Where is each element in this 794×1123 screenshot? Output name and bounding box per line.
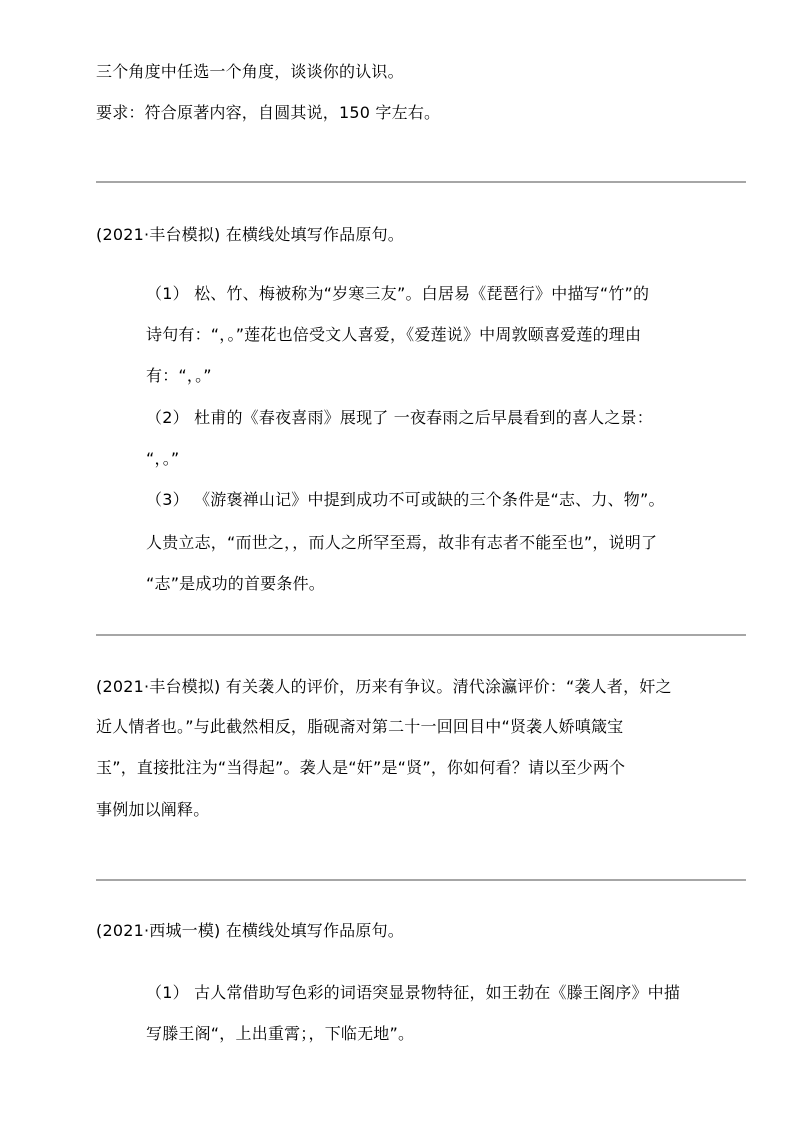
section-divider xyxy=(96,879,746,881)
question-1-part-3-line-3: “志”是成功的首要条件。 xyxy=(146,574,325,593)
section-divider xyxy=(96,634,746,636)
question-3-part-1-line-1: （1） 古人常借助写色彩的词语突显景物特征，如王勃在《滕王阁序》中描 xyxy=(146,983,681,1002)
intro-line-1: 三个角度中任选一个角度，谈谈你的认识。 xyxy=(96,62,404,81)
section-divider xyxy=(96,181,746,183)
question-1-part-1-line-3: 有：“，。” xyxy=(146,366,212,385)
question-1-part-3-line-2: 人贵立志，“而世之，，而人之所罕至焉，故非有志者不能至也”，说明了 xyxy=(146,533,658,552)
question-3-header: (2021·西城一模) 在横线处填写作品原句。 xyxy=(96,921,404,940)
question-2-line-2: 近人情者也。”与此截然相反，脂砚斋对第二十一回回目中“贤袭人娇嗔箴宝 xyxy=(96,717,624,736)
question-1-part-1-line-1: （1） 松、竹、梅被称为“岁寒三友”。白居易《琵琶行》中描写“竹”的 xyxy=(146,284,650,303)
question-1-part-1-line-2: 诗句有：“，。”莲花也倍受文人喜爱，《爱莲说》中周敦颐喜爱莲的理由 xyxy=(146,325,642,344)
intro-line-2: 要求：符合原著内容，自圆其说，150 字左右。 xyxy=(96,103,441,122)
question-2-line-1: (2021·丰台模拟) 有关袭人的评价，历来有争议。清代涂瀛评价：“袭人者，奸之 xyxy=(96,677,672,696)
question-1-part-3-line-1: （3） 《游褒禅山记》中提到成功不可或缺的三个条件是“志、力、物”。 xyxy=(146,490,665,509)
question-3-part-1-line-2: 写滕王阁“，上出重霄；，下临无地”。 xyxy=(146,1024,415,1043)
question-2-line-3: 玉”，直接批注为“当得起”。袭人是“奸”是“贤”，你如何看？请以至少两个 xyxy=(96,758,626,777)
question-1-part-2-line-1: （2） 杜甫的《春夜喜雨》展现了 一夜春雨之后早晨看到的喜人之景： xyxy=(146,408,653,427)
question-1-header: (2021·丰台模拟) 在横线处填写作品原句。 xyxy=(96,225,404,244)
question-2-line-4: 事例加以阐释。 xyxy=(96,800,210,819)
question-1-part-2-line-2: “，。” xyxy=(146,449,180,468)
